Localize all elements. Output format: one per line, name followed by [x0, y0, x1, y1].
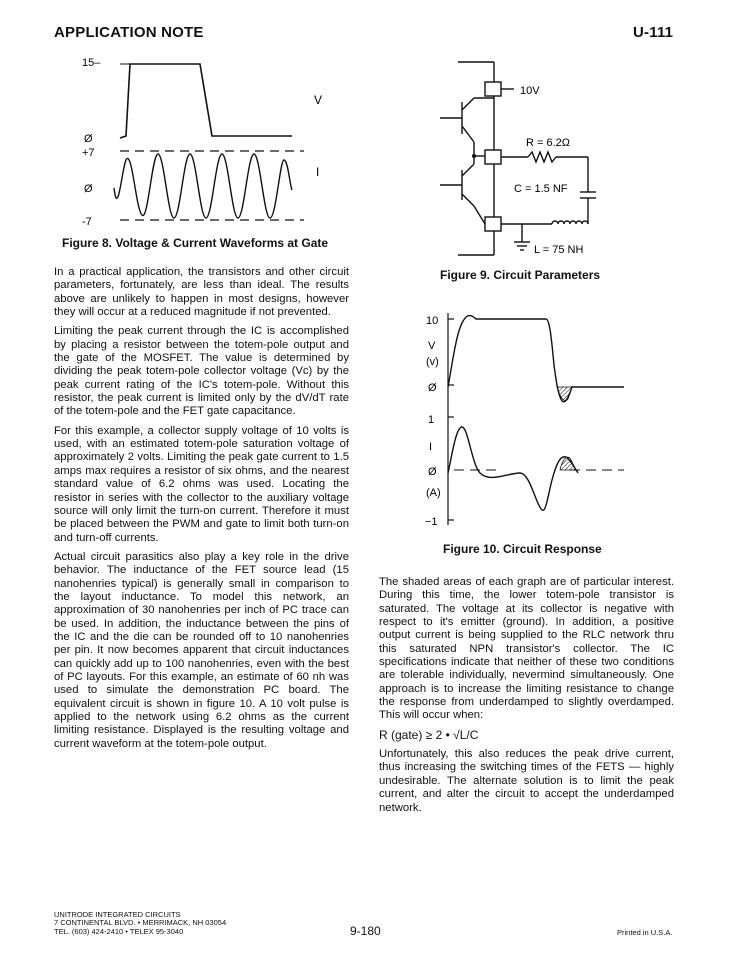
fig10-i-unit: (A) [426, 487, 441, 499]
fig10-v-top: 10 [426, 315, 439, 327]
formula: R (gate) ≥ 2 • √L/C [379, 727, 479, 742]
footer-company: UNITRODE INTEGRATED CIRCUITS [54, 910, 181, 919]
printed-in: Printed in U.S.A. [617, 928, 673, 937]
footer-phone: TEL. (603) 424-2410 • TELEX 95-3040 [54, 926, 184, 936]
fig10-i-name: I [429, 441, 433, 453]
left-paragraph: Actual circuit parasitics also play a key role in the drive behavior. The inductance of the FET source lead (15 nanohenries typical) is generally small in comparison to the layout inductance. To model this network, an approximation of 30 nanohenries per inch of PC trace can be used. In addition, the inductance between the pins of the IC and the die can be rounded off to 10 nanohenries per pin. It now becomes apparent that circuit inductances can quickly add up to 100 nanohenries, even with the best of PC layouts. For this example, an estimate of 60 nh was used to simulate the demonstration PC board. The equivalent circuit is shown in figure 10. A 10 volt pulse is applied to the network using 6.2 ohms as the current limiting resistance. Displayed is the resulting voltage and current waveform at the totem-pole output. [54, 550, 349, 750]
left-paragraph: For this example, a collector supply voltage of 10 volts is used, with an estimated totem-pole saturation voltage of approximately 2 volts. Limiting the peak gate current to 1.5 amps max requires a resistor of six ohms, and the nearest standard value of 6.2 ohms was used. Locating the resistor in series with the collector to the auxiliary voltage source will only limit the turn-on current. Therefore it must be placed between the PWM and gate to limit both turn-on and turn-off currents. [54, 424, 349, 544]
figure10-current-shaded [560, 457, 576, 470]
figure10-response [420, 305, 650, 535]
fig9-inductor-label: L = 75 NH [534, 244, 584, 256]
fig8-i-label: I [316, 165, 320, 179]
fig9-capacitor-label: C = 1.5 NF [514, 183, 568, 195]
left-column [54, 266, 349, 757]
right-column [379, 576, 674, 821]
footer-address [54, 911, 226, 936]
page-number: 9-180 [350, 924, 381, 938]
fig9-voltage-label: 10V [520, 85, 540, 97]
fig10-v-zero: Ø [428, 382, 437, 394]
fig8-v-top: 15– [82, 57, 101, 69]
right-paragraph: The shaded areas of each graph are of particular interest. During this time, the lower totem-pole transistor is saturated. The voltage at its collector is negative with respect to it's emitter (ground). In addition, a positive output current is being supplied to the RLC network thru this saturated NPN transistor's collector. The IC specifications indicate that neither of these two conditions are tolerable individually, nevermind simultaneously. One approach is to increase the limiting resistance to change the response from underdamped to slightly overdamped. This will occur when: [379, 576, 674, 722]
fig8-v-zero: Ø [84, 133, 93, 145]
fig8-i-bottom: -7 [82, 216, 92, 228]
left-paragraph: In a practical application, the transistors and other circuit parameters, fortunately, are less than ideal. The results above are unlikely to happen in most designs, however they will occur at a reduced magnitude if not prevented. [54, 266, 349, 319]
fig8-i-top: +7 [82, 147, 95, 159]
fig10-v-unit: (v) [426, 356, 439, 368]
left-paragraph: Limiting the peak current through the IC is accomplished by placing a resistor between the totem-pole output and the gate of the MOSFET. The value is determined by dividing the peak totem-pole collector voltage (Vc) by the peak current rating of the IC's totem-pole. Without this resistor, the peak current is limited only by the dV/dT rate of the totem-pole and the FET gate capacitance. [54, 325, 349, 418]
figure10-caption: Figure 10. Circuit Response [443, 542, 602, 556]
fig8-i-zero: Ø [84, 183, 93, 195]
footer-street: 7 CONTINENTAL BLVD. • MERRIMACK, NH 03054 [54, 918, 227, 928]
figure10-voltage-shaded [557, 387, 572, 401]
figure8-current-trace [114, 154, 292, 218]
figure8-waveforms [60, 50, 350, 235]
figure10-current-trace [448, 427, 578, 510]
right-paragraph-2: Unfortunately, this also reduces the peak drive current, thus increasing the switching times of the FETS — highly undesirable. The alternate solution is to limit the peak current, and alter the circuit to accept the underdamped network. [379, 748, 674, 814]
fig10-v-name: V [428, 340, 436, 352]
header-left: APPLICATION NOTE [54, 24, 204, 41]
figure8-caption: Figure 8. Voltage & Current Waveforms at Gate [62, 236, 329, 250]
figure8-voltage-trace [120, 64, 292, 138]
figure9-circuit [430, 52, 630, 267]
fig10-i-bottom: −1 [425, 516, 438, 528]
fig10-i-top: 1 [428, 414, 435, 426]
fig10-i-zero: Ø [428, 466, 437, 478]
header-right: U-111 [633, 24, 674, 41]
figure9-caption: Figure 9. Circuit Parameters [440, 268, 601, 282]
fig8-v-label: V [314, 93, 323, 107]
fig9-resistor-label: R = 6.2Ω [526, 137, 570, 149]
figure10-voltage-trace [448, 316, 624, 402]
